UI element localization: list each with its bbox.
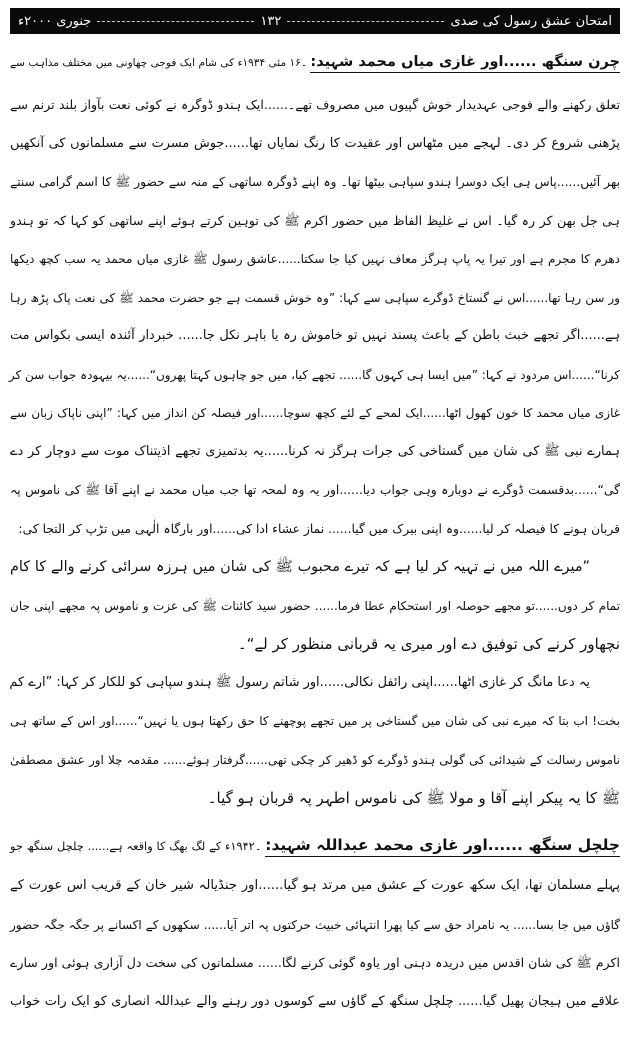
line-text: ور سن رہا تھا......اس نے گستاخ ڈوگرے سپاہی سے کہا: ”وہ خوش قسمت ہے جو حضرت محمد ﷺ کی نعت پاک پڑھ رہا: [10, 290, 620, 305]
text-line: [10, 702, 620, 740]
line-text: ”میرے اللہ میں نے تہیہ کر لیا ہے کہ تیرے محبوب ﷺ کی شان میں ہرزہ سرائی کرنے والے کا کام: [10, 559, 590, 575]
line-text: ہمارے نبی ﷺ کی شان میں گستاخی کی جرات ہرگز نہ کرنا......یہ بدتمیزی تجھے اذیتناک موت سے دوچار کر دے: [10, 443, 620, 459]
text-line: [10, 433, 620, 471]
line-text: ہے......اگر تجھے خبث باطن کے باعث پسند نہیں تو خاموش رہ یا باہر نکل جا...... خبردار آئندہ ایسی بکواس مت: [10, 328, 620, 343]
section-heading-line: [10, 43, 620, 81]
section-heading-line: [10, 826, 620, 864]
header-date: جنوری ۲۰۰۰ء: [18, 13, 92, 29]
text-line: [10, 125, 620, 163]
line-text: تعلق رکھنے والے فوجی عہدیدار خوش گپیوں میں مصروف تھے۔......ایک ہندو ڈوگرہ نے کوئی نعت بآواز بلند ترنم سے: [10, 97, 620, 112]
line-text: ﷺ کا یہ پیکر اپنے آقا و مولا ﷺ کی ناموس اطہر پہ قربان ہو گیا۔: [207, 789, 620, 807]
running-header: [10, 8, 620, 34]
text-line: [10, 317, 620, 355]
line-text: یہ دعا مانگ کر غازی اٹھا......اپنی رائفل نکالی......اور شاتم رسول ﷺ ہندو سپاہی کو للکار کر کہا: ”ارے کم: [9, 674, 590, 690]
line-text: بھر آئیں......پاس ہی ایک دوسرا ہندو سپاہی بیٹھا تھا۔ وہ اپنے ڈوگرہ ساتھی کے منہ سے حضور ﷺ کا اسم گرامی سنتے: [10, 175, 620, 189]
line-text: ۔۱۶ مئی ۱۹۳۴ء کی شام ایک فوجی چھاونی میں مختلف مذاہب سے: [10, 57, 307, 69]
line-text: گی“......بدقسمت ڈوگرے نے دوبارہ وہی جواب دیا......اور یہ وہ لمحہ تھا جب میاں محمد نے اپنے آقا ﷺ کی ناموس پہ: [10, 483, 620, 497]
header-title: امتحان عشق رسول کی صدی: [450, 13, 612, 29]
text-line: [10, 867, 620, 905]
text-line: [10, 779, 620, 817]
text-line: [10, 471, 620, 509]
line-text: ۔۱۹۴۲ء کے لگ بھگ کا واقعہ ہے...... چلچل سنگھ جو: [10, 839, 262, 853]
text-line: [10, 983, 620, 1021]
line-text: ناموس رسالت کے شیدائی کی گولی ہندو ڈوگرے کو ڈھیر کر چکی تھی......گرفتار ہوئے...... مقدمہ چلا اور عشق مصطفیٰ: [10, 752, 620, 767]
text-line: [10, 356, 620, 394]
line-text: دھرم کا مجرم ہے اور تیرا یہ پاپ ہرگز معاف نہیں کیا جا سکتا......عاشق رسول ﷺ غازی میاں محمد یہ سب کچھ دیکھا: [10, 252, 620, 266]
text-line: [10, 86, 620, 124]
text-line: [10, 664, 620, 702]
line-text: بخت! اب بتا کہ میرے نبی کی شان میں گستاخی پر میں تجھے پوچھنے کا حق رکھتا ہوں یا نہیں“......اور اس کے ساتھ ہی: [10, 714, 620, 728]
line-text: اکرم ﷺ کی شان اقدس میں دریدہ دہنی اور یاوہ گوئی کرنے لگا...... مسلمانوں کی سخت دل آزاری ہوئی اور سارے: [10, 955, 620, 970]
header-divider: [287, 21, 444, 22]
line-text: علاقے میں ہیجان پھیل گیا...... چلچل سنگھ کے گاؤں سے کوسوں دور رہنے والے عبداللہ انصاری کو ایک رات خواب: [10, 993, 620, 1009]
text-line: [10, 510, 620, 548]
line-text: ہی جل بھن کر رہ گیا۔ اس نے غلیظ الفاظ میں حضور اکرم ﷺ کی توہین کرتے ہوئے اپنے ساتھی کو کہا کہ تو ہندو: [10, 212, 620, 228]
text-line: [10, 548, 620, 586]
page-number: ۱۳۲: [260, 13, 282, 29]
line-text: پڑھنی شروع کر دی۔ لہجے میں مٹھاس اور عقیدت کا رنگ نمایاں تھا......جوش مسرت سے مسلمانوں کی آنکھیں: [10, 135, 620, 151]
text-line: [10, 944, 620, 982]
text-line: [10, 394, 620, 432]
text-line: [10, 625, 620, 663]
line-text: تمام کر دوں......تو مجھے حوصلہ اور استحکام عطا فرما...... حضور سید کائنات ﷺ کی عزت و ناموس پہ مجھے اپنی جان: [10, 598, 620, 613]
line-text: نچھاور کرنے کی توفیق دے اور میری یہ قربانی منظور کر لے“۔: [237, 635, 620, 653]
line-text: کرنا“......اس مردود نے کہا: ”میں ایسا ہی کہوں گا...... تجھے کیا، میں جو چاہوں کہتا پھروں“......یہ بیہودہ جواب سن کر: [8, 367, 620, 382]
text-line: [10, 906, 620, 944]
text-line: [10, 240, 620, 278]
line-text: غازی میاں محمد کا خون کھول اٹھا......ایک لمحے کے لئے کچھ سوچا......اور فیصلہ کن انداز میں کہا: ”اپنی ناپاک زبان سے: [10, 406, 620, 420]
text-line: [10, 587, 620, 625]
line-text: گاؤں میں جا بسا...... یہ نامراد حق سے کیا پھرا انتہائی خبیث حرکتوں پہ اتر آیا...... سکھوں کے اکسانے پر جگہ جگہ حضور: [10, 917, 620, 932]
line-text: قربان ہونے کا فیصلہ کر لیا......وہ اپنی بیرک میں گیا...... نماز عشاء ادا کی......اور بارگاہ الٰہی میں تڑپ کر التجا کی:: [18, 521, 620, 536]
text-line: [10, 741, 620, 779]
section-title: چرن سنگھ ......اور غازی میاں محمد شہید:: [310, 54, 620, 73]
section-title: چلچل سنگھ ......اور غازی محمد عبداللہ شہید:: [265, 836, 620, 857]
header-divider: [97, 21, 254, 22]
text-line: [10, 163, 620, 201]
text-line: [10, 279, 620, 317]
line-text: پہلے مسلمان تھا، ایک سکھ عورت کے عشق میں مرتد ہو گیا......اور جنڈیالہ شیر خان کے قریب اس عورت کے: [10, 878, 620, 893]
text-line: [10, 202, 620, 240]
